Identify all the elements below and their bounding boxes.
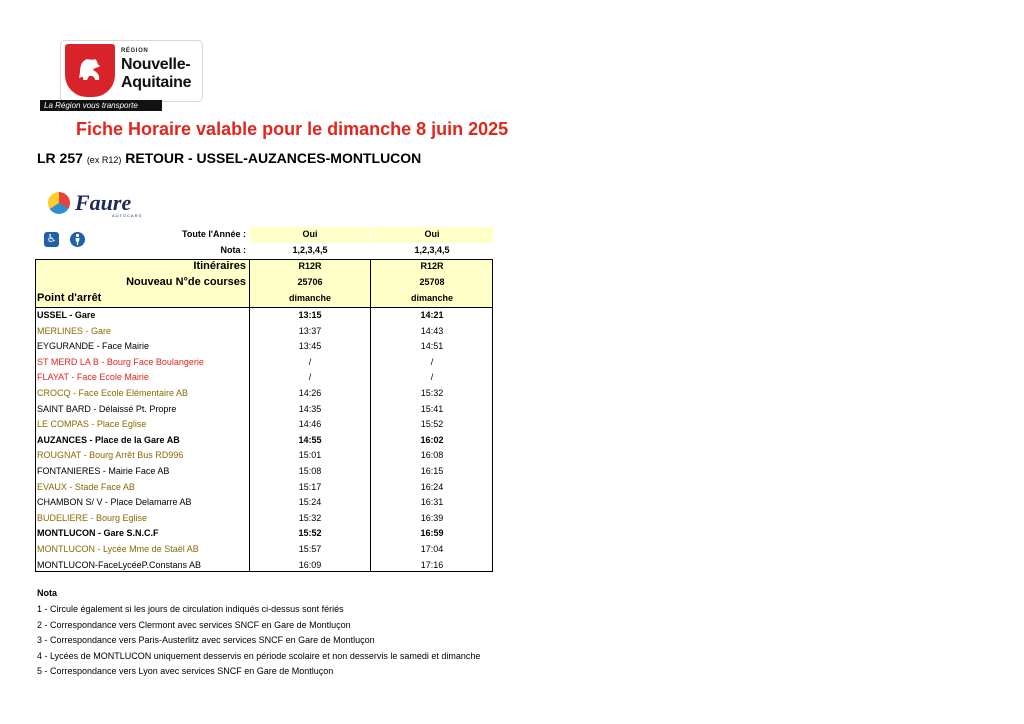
region-logo bbox=[60, 40, 203, 102]
lion-shield-icon bbox=[65, 44, 115, 97]
departure-time-2: 16:39 bbox=[420, 512, 444, 523]
departure-time-1: 14:35 bbox=[298, 403, 322, 414]
notes-heading: Nota bbox=[37, 588, 57, 598]
note-2: 2 - Correspondance vers Clermont avec services SNCF en Gare de Montluçon bbox=[37, 619, 351, 630]
region-name-line1: Nouvelle- bbox=[121, 56, 191, 73]
departure-time-2: 14:21 bbox=[420, 310, 444, 320]
region-label: RÉGION bbox=[121, 48, 149, 54]
departure-time-2: 17:16 bbox=[420, 559, 444, 570]
stop-column-label: Point d'arrêt bbox=[37, 292, 102, 304]
stop-name: MERLINES - Gare bbox=[37, 325, 112, 336]
operator-logo bbox=[48, 190, 158, 220]
notes-section bbox=[37, 588, 480, 680]
stop-name: BUDELIERE - Bourg Eglise bbox=[37, 512, 148, 523]
departure-time-2: 17:04 bbox=[420, 544, 444, 554]
route-heading bbox=[37, 150, 421, 166]
note-5: 5 - Correspondance vers Lyon avec services SNCF en Gare de Montluçon bbox=[37, 666, 334, 676]
itinerary-1: R12R bbox=[298, 261, 322, 271]
stop-name: ST MERD LA B - Bourg Face Boulangerie bbox=[37, 356, 204, 367]
operator-name: Faure bbox=[75, 190, 132, 215]
departure-time-2: 15:32 bbox=[420, 388, 444, 398]
stop-name: AUZANCES - Place de la Gare AB bbox=[37, 434, 180, 445]
itinerary-2: R12R bbox=[420, 261, 444, 271]
departure-time-1: 16:09 bbox=[298, 559, 322, 570]
stop-name: FONTANIERES - Mairie Face AB bbox=[37, 466, 170, 476]
course-number-2: 25708 bbox=[419, 277, 445, 287]
route-code: LR 257 bbox=[37, 150, 83, 166]
itineraries-label: Itinéraires bbox=[193, 260, 246, 272]
departure-time-2: 16:02 bbox=[420, 434, 444, 445]
departure-time-1: 15:08 bbox=[298, 466, 322, 476]
departure-time-2: 15:41 bbox=[420, 403, 444, 414]
departure-time-1: 14:55 bbox=[298, 434, 322, 445]
stop-name: ROUGNAT - Bourg Arrêt Bus RD996 bbox=[37, 450, 184, 461]
region-tagline: La Région vous transporte bbox=[40, 100, 162, 111]
departure-time-2: 14:51 bbox=[420, 341, 444, 352]
departure-time-1: 15:57 bbox=[298, 544, 322, 554]
departure-time-1: / bbox=[308, 356, 312, 367]
departure-time-1: 15:32 bbox=[298, 512, 322, 523]
departure-time-2: 16:08 bbox=[420, 450, 444, 461]
departure-time-2: 16:24 bbox=[420, 481, 444, 492]
year-value-1: Oui bbox=[250, 227, 370, 243]
departure-time-2: 15:52 bbox=[420, 419, 444, 430]
departure-time-2: / bbox=[430, 372, 434, 383]
route-direction: RETOUR - USSEL-AUZANCES-MONTLUCON bbox=[125, 150, 422, 166]
stop-name: EYGURANDE - Face Mairie bbox=[37, 341, 150, 352]
operator-emblem-icon bbox=[48, 192, 70, 214]
stop-name: USSEL - Gare bbox=[37, 310, 96, 320]
departure-time-2: 14:43 bbox=[420, 325, 444, 336]
departure-time-2: 16:15 bbox=[420, 466, 444, 476]
operator-subtitle: AUTOCARS bbox=[112, 213, 143, 218]
departure-time-1: 15:01 bbox=[298, 450, 322, 461]
departure-time-1: 15:24 bbox=[298, 497, 322, 508]
stop-name: EVAUX - Stade Face AB bbox=[37, 481, 135, 492]
note-1: 1 - Circule également si les jours de circulation indiqués ci-dessus sont fériés bbox=[37, 604, 344, 614]
departure-time-1: 14:46 bbox=[298, 419, 322, 430]
stop-name: MONTLUCON - Gare S.N.C.F bbox=[37, 528, 159, 539]
year-label: Toute l'Année : bbox=[182, 229, 246, 239]
departure-time-1: / bbox=[308, 372, 312, 383]
courses-label: Nouveau N°de courses bbox=[126, 276, 246, 288]
stop-name: MONTLUCON-FaceLycéeP.Constans AB bbox=[37, 559, 202, 570]
region-name-line2: Aquitaine bbox=[121, 74, 192, 91]
departure-time-1: 13:37 bbox=[298, 325, 322, 336]
stop-name: MONTLUCON - Lycée Mme de Staël AB bbox=[37, 544, 199, 554]
departure-time-1: 13:45 bbox=[298, 341, 322, 352]
day-value-2: dimanche bbox=[410, 293, 453, 303]
departure-time-2: / bbox=[430, 356, 434, 367]
departure-time-2: 16:59 bbox=[420, 528, 444, 539]
departure-time-1: 13:15 bbox=[298, 310, 322, 320]
nota-label: Nota : bbox=[220, 245, 246, 255]
departure-time-2: 16:31 bbox=[420, 497, 444, 508]
nota-value-1: 1,2,3,4,5 bbox=[292, 245, 328, 255]
departure-time-1: 15:52 bbox=[298, 528, 322, 539]
day-value-1: dimanche bbox=[288, 293, 331, 303]
stop-name: CHAMBON S/ V - Place Delamarre AB bbox=[37, 497, 192, 508]
stop-name: SAINT BARD - Délaissé Pt. Propre bbox=[37, 403, 177, 414]
wheelchair-icon: ♿ bbox=[44, 232, 59, 247]
stop-name: LE COMPAS - Place Eglise bbox=[37, 419, 147, 430]
departure-time-1: 15:17 bbox=[298, 481, 322, 492]
page-title: Fiche Horaire valable pour le dimanche 8 juin 2025 bbox=[76, 119, 509, 139]
stop-name: CROCQ - Face Ecole Elémentaire AB bbox=[37, 388, 189, 398]
route-former-code: (ex R12) bbox=[86, 155, 122, 165]
stop-name: FLAYAT - Face Ecole Mairie bbox=[37, 372, 149, 383]
departure-time-1: 14:26 bbox=[298, 388, 322, 398]
nota-value-2: 1,2,3,4,5 bbox=[414, 245, 450, 255]
note-4: 4 - Lycées de MONTLUCON uniquement desservis en période scolaire et non desservis le samedi et dimanche bbox=[37, 650, 481, 661]
note-3: 3 - Correspondance vers Paris-Austerlitz avec services SNCF en Gare de Montluçon bbox=[37, 635, 375, 645]
table-grid bbox=[35, 227, 495, 573]
course-number-1: 25706 bbox=[297, 277, 323, 287]
year-value-2: Oui bbox=[371, 227, 493, 243]
